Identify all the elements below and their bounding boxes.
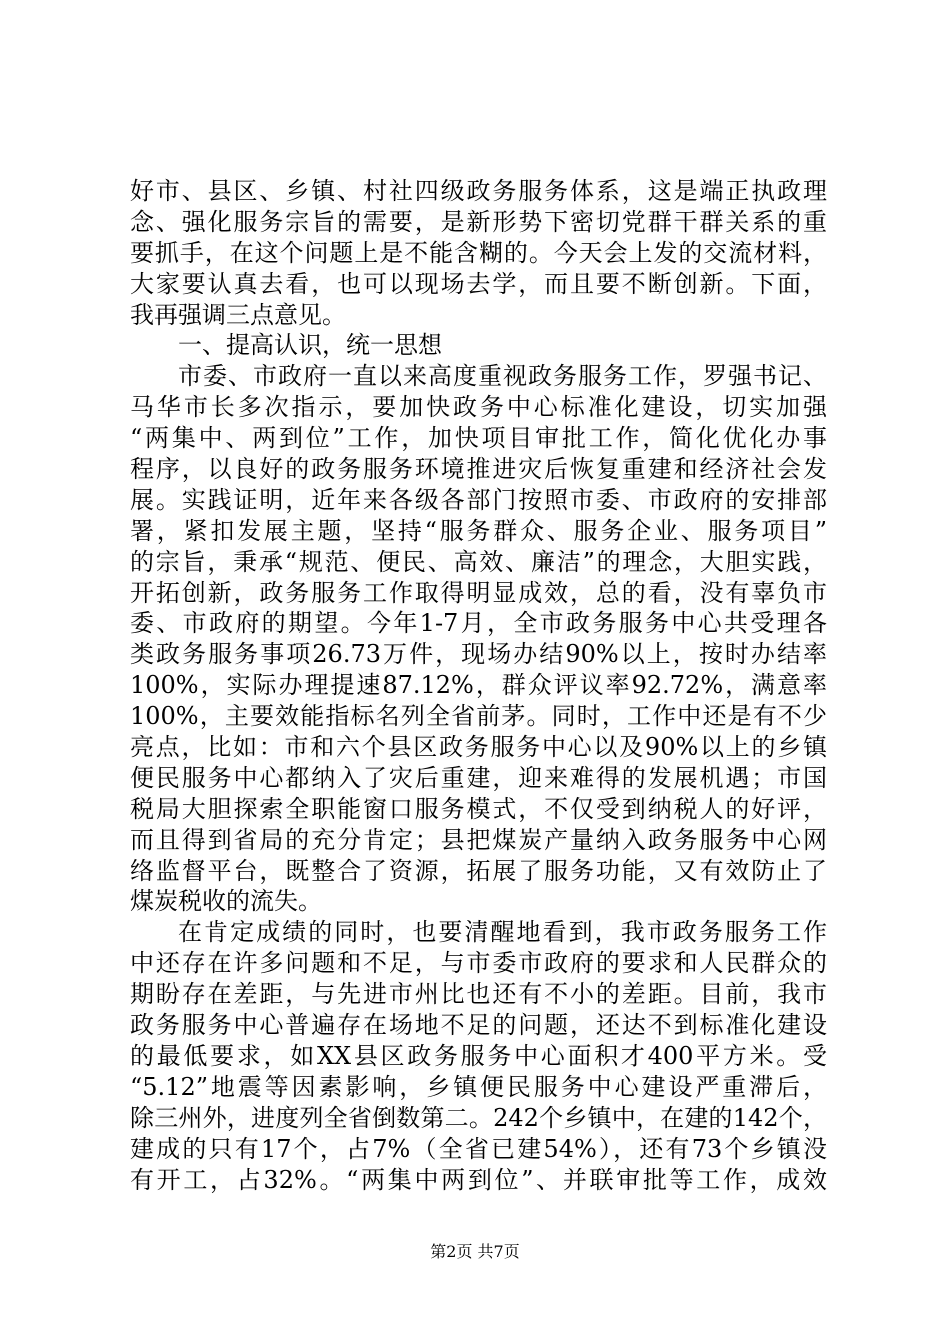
- text-line: 在肯定成绩的同时，也要清醒地看到，我市政务服务工作: [178, 918, 827, 947]
- text-line: 程序，以良好的政务服务环境推进灾后恢复重建和经济社会发: [130, 455, 827, 484]
- text-line: 期盼存在差距，与先进市州比也还有不小的差距。目前，我市: [130, 980, 827, 1009]
- text-line: 署，紧扣发展主题，坚持“服务群众、服务企业、服务项目”: [130, 516, 827, 545]
- text-line: 建成的只有17个，占7%（全省已建54%），还有73个乡镇没: [130, 1134, 827, 1163]
- text-line: 类政务服务事项26.73万件，现场办结90%以上，按时办结率: [130, 640, 827, 669]
- text-line: 大家要认真去看，也可以现场去学，而且要不断创新。下面，: [130, 269, 827, 298]
- text-line: 100%，主要效能指标名列全省前茅。同时，工作中还是有不少: [130, 702, 827, 731]
- text-line: 我再强调三点意见。: [130, 300, 346, 329]
- page-footer: 第2页 共7页: [430, 1242, 520, 1261]
- section-heading: [130, 330, 827, 361]
- text-line: 开拓创新，政务服务工作取得明显成效，总的看，没有辜负市: [130, 578, 827, 607]
- text-line: 展。实践证明，近年来各级各部门按照市委、市政府的安排部: [130, 485, 827, 514]
- paragraph: [130, 176, 827, 330]
- text-line: “5.12”地震等因素影响，乡镇便民服务中心建设严重滞后，: [130, 1072, 827, 1101]
- text-line: 的宗旨，秉承“规范、便民、高效、廉洁”的理念，大胆实践，: [130, 547, 827, 576]
- text-line: 马华市长多次指示，要加快政务中心标准化建设，切实加强: [130, 393, 827, 422]
- text-line: 念、强化服务宗旨的需要，是新形势下密切党群干群关系的重: [130, 207, 827, 236]
- text-line: 便民服务中心都纳入了灾后重建，迎来难得的发展机遇；市国: [130, 763, 827, 792]
- text-line: 100%，实际办理提速87.12%，群众评议率92.72%，满意率: [130, 671, 827, 700]
- text-line: 亮点，比如：市和六个县区政务服务中心以及90%以上的乡镇: [130, 733, 827, 762]
- text-line: 一、提高认识，统一思想: [178, 331, 442, 360]
- document-body: [130, 176, 827, 1195]
- text-line: 的最低要求，如XX县区政务服务中心面积才400平方米。受: [130, 1041, 827, 1070]
- text-line: 煤炭税收的流失。: [130, 887, 322, 916]
- text-line: 市委、市政府一直以来高度重视政务服务工作，罗强书记、: [178, 362, 827, 391]
- text-line: 税局大胆探索全职能窗口服务模式，不仅受到纳税人的好评，: [130, 794, 827, 823]
- text-line: 而且得到省局的充分肯定；县把煤炭产量纳入政务服务中心网: [130, 825, 827, 854]
- text-line: “两集中、两到位”工作，加快项目审批工作，简化优化办事: [130, 424, 827, 453]
- paragraph: [130, 361, 827, 917]
- text-line: 有开工，占32%。“两集中两到位”、并联审批等工作，成效: [130, 1165, 827, 1194]
- text-line: 除三州外，进度列全省倒数第二。242个乡镇中，在建的142个，: [130, 1103, 827, 1132]
- text-line: 络监督平台，既整合了资源，拓展了服务功能，又有效防止了: [130, 856, 827, 885]
- paragraph: [130, 917, 827, 1195]
- text-line: 政务服务中心普遍存在场地不足的问题，还达不到标准化建设: [130, 1011, 827, 1040]
- text-line: 要抓手，在这个问题上是不能含糊的。今天会上发的交流材料，: [130, 238, 827, 267]
- text-line: 中还存在许多问题和不足，与市委市政府的要求和人民群众的: [130, 949, 827, 978]
- text-line: 委、市政府的期望。今年1-7月，全市政务服务中心共受理各: [130, 609, 827, 638]
- text-line: 好市、县区、乡镇、村社四级政务服务体系，这是端正执政理: [130, 177, 827, 205]
